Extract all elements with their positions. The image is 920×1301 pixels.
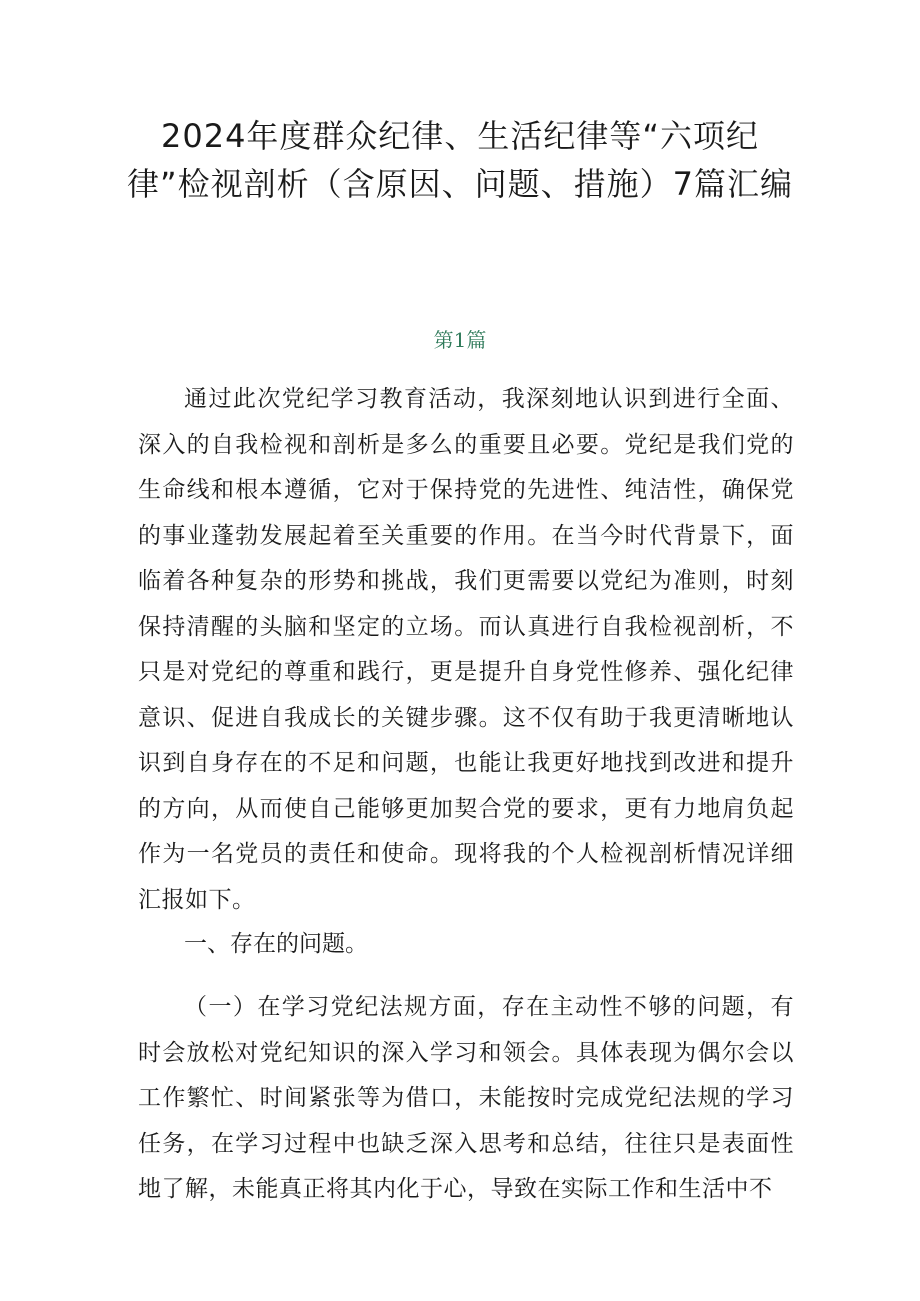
heading-existing-problems: 一、存在的问题。 bbox=[184, 931, 368, 957]
issue-paragraph-1: （一）在学习党纪法规方面，存在主动性不够的问题，有时会放松对党纪知识的深入学习和领会。具体表现为偶尔会以工作繁忙、时间紧张等为借口，未能按时完成党纪法规的学习任务，在学习过程中也缺乏深入思考和总结，往往只是表面性地了解，未能真正将其内化于心，导致在实际工作和生活中不 bbox=[138, 994, 794, 1202]
document-title: 2024年度群众纪律、生活纪律等“六项纪律”检视剖析（含原因、问题、措施）7篇汇编 bbox=[127, 117, 793, 203]
intro-paragraph: 通过此次党纪学习教育活动，我深刻地认识到进行全面、深入的自我检视和剖析是多么的重要且必要。党纪是我们党的生命线和根本遵循，它对于保持党的先进性、纯洁性，确保党的事业蓬勃发展起着至关重要的作用。在当今时代背景下，面临着各种复杂的形势和挑战，我们更需要以党纪为准则，时刻保持清醒的头脑和坚定的立场。而认真进行自我检视剖析，不只是对党纪的尊重和践行，更是提升自身党性修养、强化纪律意识、促进自我成长的关键步骤。这不仅有助于我更清晰地认识到自身存在的不足和问题，也能让我更好地找到改进和提升的方向，从而使自己能够更加契合党的要求，更有力地肩负起作为一名党员的责任和使命。现将我的个人检视剖析情况详细汇报如下。 bbox=[138, 386, 794, 913]
section-label: 第1篇 bbox=[433, 328, 487, 352]
